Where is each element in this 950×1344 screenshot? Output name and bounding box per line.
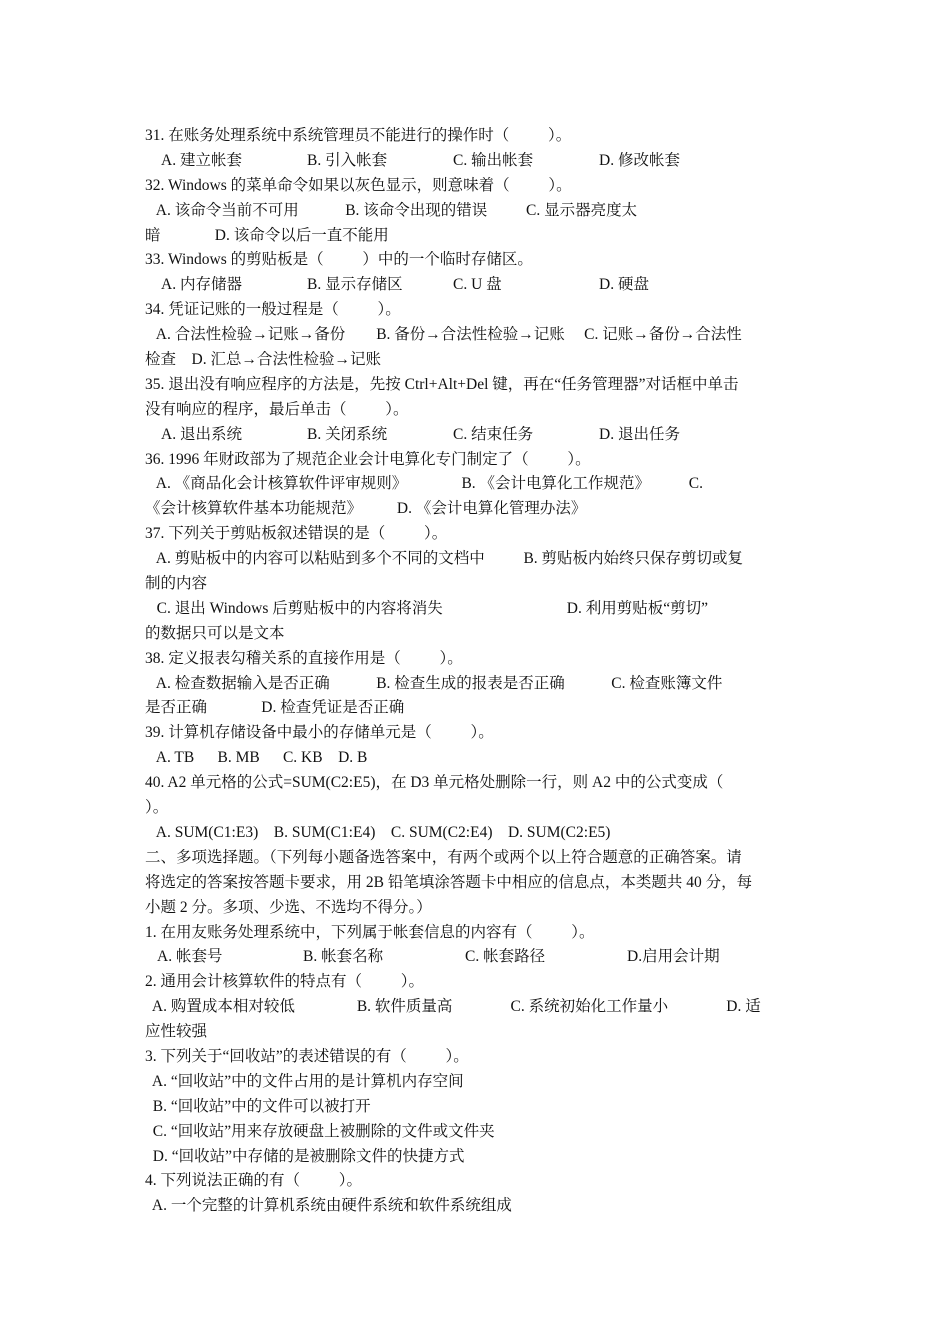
text-line: 是否正确 D. 检查凭证是否正确 bbox=[145, 699, 405, 717]
option-text: A. 内存储器 bbox=[161, 276, 242, 294]
text-line: 小题 2 分。多项、少选、不选均不得分。） bbox=[145, 898, 432, 916]
text-line: A. 一个完整的计算机系统由硬件系统和软件系统组成 bbox=[145, 1197, 512, 1215]
option-text: B. 引入帐套 bbox=[307, 151, 388, 169]
text-line: ）。 bbox=[145, 799, 169, 817]
option-text: C. U 盘 bbox=[453, 276, 502, 294]
text-line: 应性较强 bbox=[145, 1023, 208, 1041]
text-line: 检查 D. 汇总→合法性检验→记账 bbox=[145, 351, 381, 369]
text-line: 2. 通用会计核算软件的特点有（ ）。 bbox=[145, 973, 425, 991]
text-line: 39. 计算机存储设备中最小的存储单元是（ ）。 bbox=[145, 724, 494, 742]
text-line: 35. 退出没有响应程序的方法是，先按 Ctrl+Alt+Del 键，再在“任务管理器”对话框中单击 bbox=[145, 375, 739, 393]
option-text: A. 建立帐套 bbox=[161, 151, 242, 169]
text-line: 暗 D. 该命令以后一直不能用 bbox=[145, 226, 389, 244]
option-text: D. 硬盘 bbox=[599, 276, 649, 294]
text-line: 没有响应的程序，最后单击（ ）。 bbox=[145, 400, 409, 418]
option-text: C. 帐套路径 bbox=[465, 948, 546, 966]
text-line: 40. A2 单元格的公式=SUM(C2:E5)，在 D3 单元格处删除一行，则 A2 中的公式变成（ bbox=[145, 774, 724, 792]
text-line: A. 剪贴板中的内容可以粘贴到多个不同的文档中 B. 剪贴板内始终只保存剪切或复 bbox=[145, 550, 744, 568]
text-line: 1. 在用友账务处理系统中，下列属于帐套信息的内容有（ ）。 bbox=[145, 923, 595, 941]
option-row bbox=[145, 273, 808, 298]
text-line: 《会计核算软件基本功能规范》 D. 《会计电算化管理办法》 bbox=[145, 500, 587, 518]
text-line: A. 合法性检验→记账→备份 B. 备份→合法性检验→记账 C. 记账→备份→合法性 bbox=[145, 326, 742, 344]
text-line: A. 购置成本相对较低 B. 软件质量高 C. 系统初始化工作量小 D. 适 bbox=[145, 998, 761, 1016]
option-text: C. 输出帐套 bbox=[453, 151, 534, 169]
text-line: 33. Windows 的剪贴板是（ ）中的一个临时存储区。 bbox=[145, 251, 533, 269]
text-line: 32. Windows 的菜单命令如果以灰色显示，则意味着（ ）。 bbox=[145, 176, 572, 194]
text-line: C. “回收站”用来存放硬盘上被删除的文件或文件夹 bbox=[145, 1122, 495, 1140]
option-row bbox=[145, 945, 808, 970]
option-row bbox=[145, 149, 808, 174]
option-text: A. 帐套号 bbox=[157, 948, 223, 966]
text-line: D. “回收站”中存储的是被删除文件的快捷方式 bbox=[145, 1147, 465, 1165]
text-line: 31. 在账务处理系统中系统管理员不能进行的操作时（ ）。 bbox=[145, 127, 572, 144]
option-text: D.启用会计期 bbox=[627, 948, 720, 966]
text-line: 二、多项选择题。（下列每小题备选答案中，有两个或两个以上符合题意的正确答案。请 bbox=[145, 848, 742, 866]
text-line: A. TB B. MB C. KB D. B bbox=[145, 749, 368, 767]
text-line: A. 该命令当前不可用 B. 该命令出现的错误 C. 显示器亮度太 bbox=[145, 201, 638, 219]
text-line: B. “回收站”中的文件可以被打开 bbox=[145, 1097, 371, 1115]
option-text: D. 退出任务 bbox=[599, 425, 680, 443]
option-text: B. 显示存储区 bbox=[307, 276, 403, 294]
text-line: A. SUM(C1:E3) B. SUM(C1:E4) C. SUM(C2:E4) D. SUM(C2:E5) bbox=[145, 823, 611, 841]
option-text: B. 帐套名称 bbox=[303, 948, 384, 966]
option-text: A. 退出系统 bbox=[161, 425, 242, 443]
option-row bbox=[145, 423, 808, 448]
document-page bbox=[145, 124, 808, 1219]
option-text: D. 修改帐套 bbox=[599, 151, 680, 169]
option-text: C. 结束任务 bbox=[453, 425, 534, 443]
text-line: 制的内容 bbox=[145, 575, 208, 593]
text-line: 34. 凭证记账的一般过程是（ ）。 bbox=[145, 301, 401, 319]
text-line: 4. 下列说法正确的有（ ）。 bbox=[145, 1172, 363, 1190]
text-line: 38. 定义报表勾稽关系的直接作用是（ ）。 bbox=[145, 649, 463, 667]
text-line: C. 退出 Windows 后剪贴板中的内容将消失 D. 利用剪贴板“剪切” bbox=[145, 599, 708, 617]
text-line: 37. 下列关于剪贴板叙述错误的是（ ）。 bbox=[145, 525, 448, 543]
text-line: 的数据只可以是文本 bbox=[145, 624, 285, 642]
text-line: 将选定的答案按答题卡要求，用 2B 铅笔填涂答题卡中相应的信息点，本类题共 40 分，每 bbox=[145, 873, 753, 891]
text-line: 3. 下列关于“回收站”的表述错误的有（ ）。 bbox=[145, 1047, 469, 1065]
text-line: A. 检查数据输入是否正确 B. 检查生成的报表是否正确 C. 检查账簿文件 bbox=[145, 674, 723, 692]
text-line: 36. 1996 年财政部为了规范企业会计电算化专门制定了（ ）。 bbox=[145, 450, 591, 468]
text-line: A. 《商品化会计核算软件评审规则》 B. 《会计电算化工作规范》 C. bbox=[145, 475, 704, 493]
option-text: B. 关闭系统 bbox=[307, 425, 388, 443]
text-line: A. “回收站”中的文件占用的是计算机内存空间 bbox=[145, 1072, 464, 1090]
